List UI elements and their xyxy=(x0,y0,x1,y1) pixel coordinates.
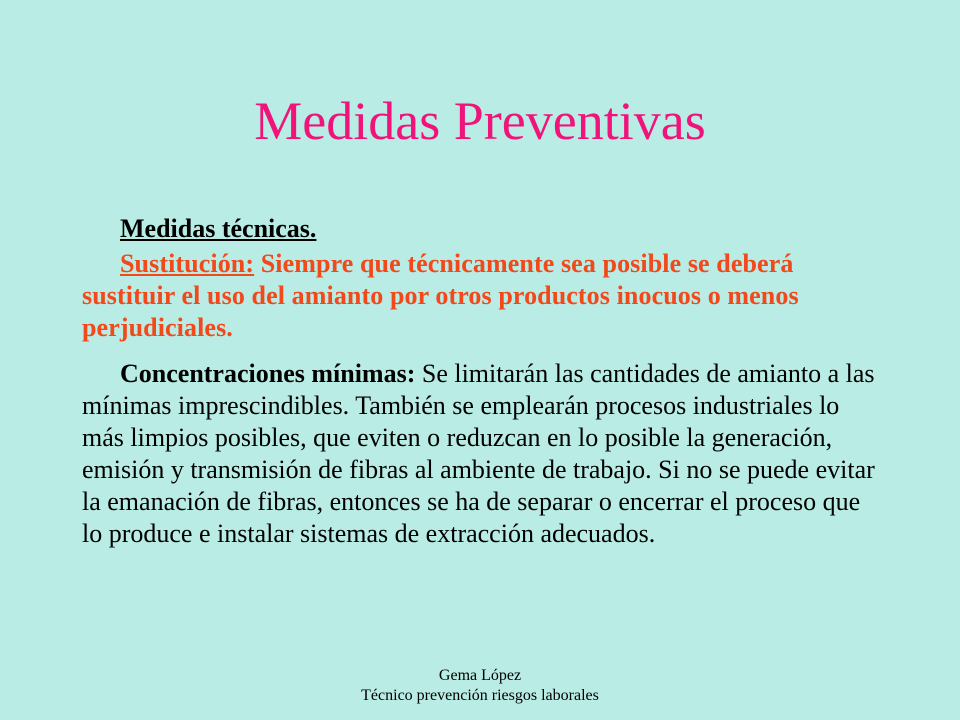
section-heading-paragraph xyxy=(82,213,882,245)
sustitucion-label: Sustitución: xyxy=(120,249,255,278)
concentraciones-text: Se limitarán las cantidades de amianto a las mínimas imprescindibles. También se emplearán procesos industriales lo más limpios posibles, que eviten o reduzcan en lo posible la generación, emisión y transmisión de fibras al ambiente de trabajo. Si no se puede evitar la emanación de fibras, entonces se ha de separar o encerrar el proceso que lo produce e instalar sistemas de extracción adecuados. xyxy=(82,359,875,548)
footer xyxy=(0,666,960,706)
slide-title: Medidas Preventivas xyxy=(254,91,706,151)
concentraciones-label: Concentraciones mínimas: xyxy=(120,359,416,388)
sustitucion-text: Siempre que técnicamente sea posible se deberá sustituir el uso del amianto por otros productos inocuos o menos perjudiciales. xyxy=(82,249,799,342)
sustitucion-paragraph xyxy=(82,248,882,344)
concentraciones-paragraph xyxy=(82,358,882,550)
footer-author: Gema López xyxy=(438,667,522,684)
section-heading: Medidas técnicas. xyxy=(120,214,317,243)
footer-role: Técnico prevención riesgos laborales xyxy=(361,687,599,704)
slide-body xyxy=(82,213,882,553)
